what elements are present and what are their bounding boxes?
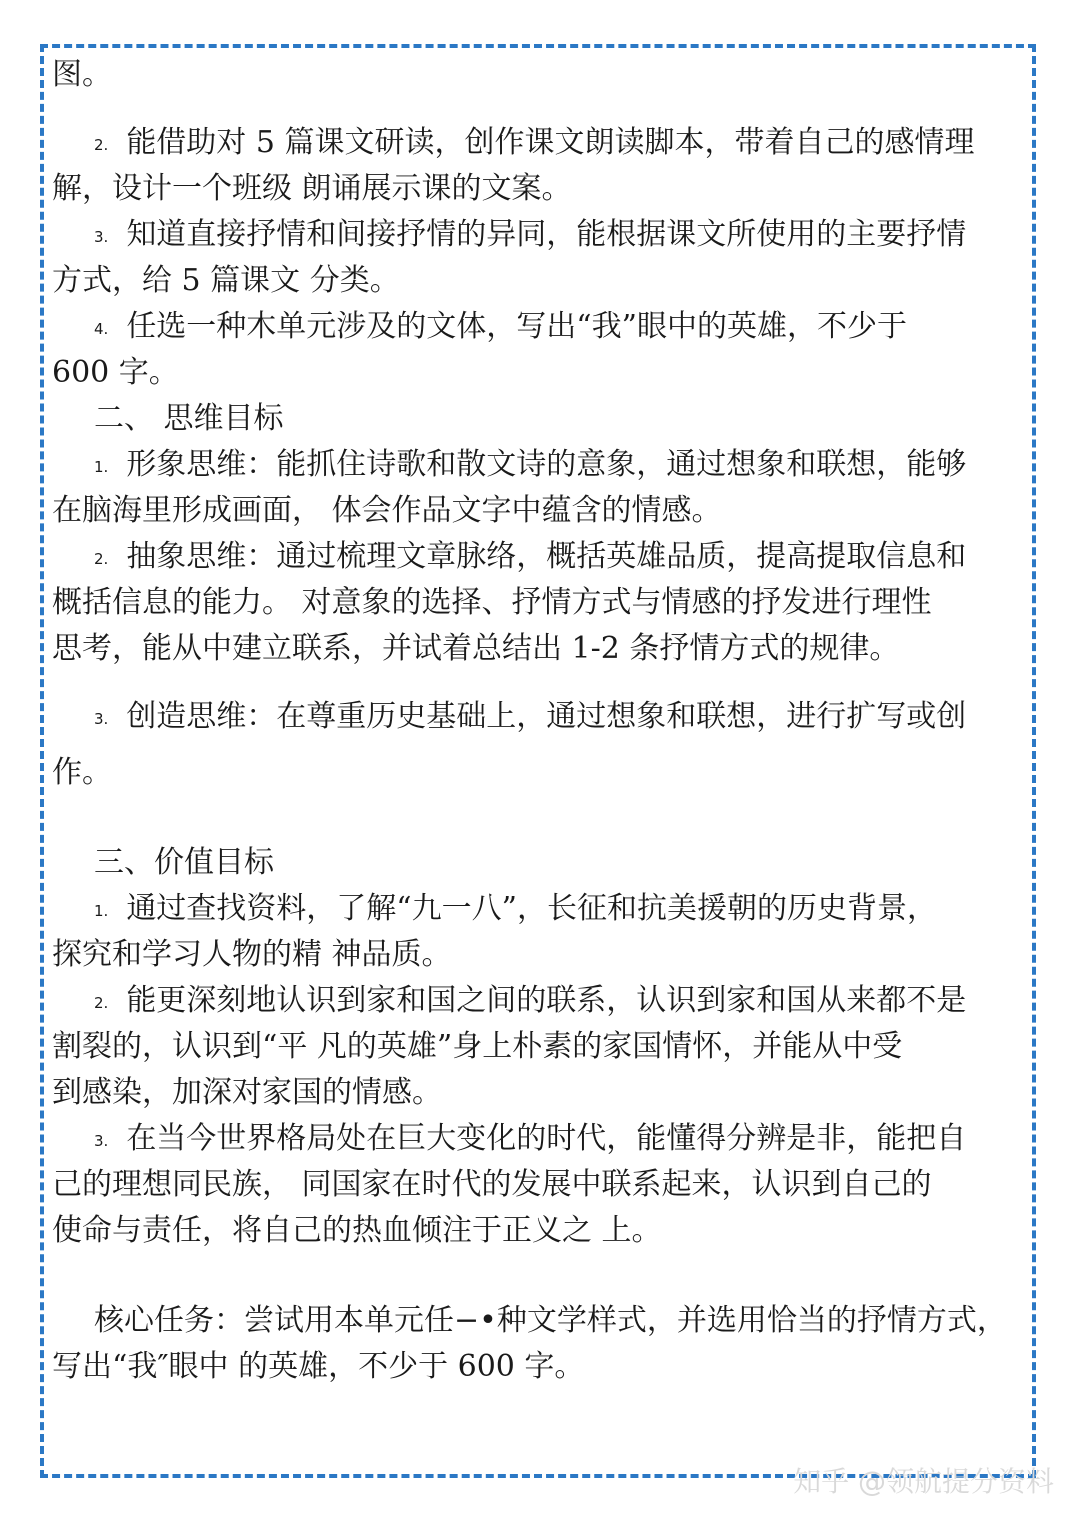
- text-line: 图。: [52, 57, 112, 92]
- list-item: [52, 120, 1032, 166]
- text-line: 600 字。: [52, 355, 179, 390]
- text-line: 方式，给 5 篇课文 分类。: [52, 263, 400, 298]
- item-text: 在当今世界格局处在巨大变化的时代，能懂得分辨是非，能把自: [126, 1121, 967, 1156]
- watermark: 知乎 @领航提分资料: [793, 1465, 1054, 1498]
- list-item: [52, 978, 1032, 1024]
- item-number: 3.: [94, 1132, 109, 1150]
- item-text: 能借助对 5 篇课文研读，创作课文朗读脚本，带着自己的感情理: [126, 125, 975, 160]
- list-item: [52, 212, 1032, 258]
- list-item: [52, 534, 1032, 580]
- list-item: [52, 694, 1032, 740]
- text-line: 己的理想同民族， 同国家在时代的发展中联系起来，认识到自己的: [52, 1167, 932, 1202]
- item-text: 创造思维：在尊重历史基础上，通过想象和联想，进行扩写或创: [126, 699, 967, 734]
- item-text: 抽象思维：通过梳理文章脉络，概括英雄品质，提高提取信息和: [126, 539, 967, 574]
- item-number: 2.: [94, 994, 109, 1012]
- item-number: 3.: [94, 710, 109, 728]
- item-number: 4.: [94, 320, 109, 338]
- item-number: 2.: [94, 550, 109, 568]
- section-heading: 三、价值目标: [94, 845, 274, 880]
- item-text: 任选一种木单元涉及的文体，写出“我”眼中的英雄，不少于: [126, 309, 907, 344]
- item-text: 知道直接抒情和间接抒情的异同，能根据课文所使用的主要抒情: [126, 217, 967, 252]
- item-text: 通过查找资料，了解“九一八”，长征和抗美援朝的历史背景，: [126, 891, 937, 926]
- core-task-text: 核心任务：尝试用本单元任−•种文学样式，并选用恰当的抒情方式，: [94, 1303, 1007, 1338]
- text-line: 思考，能从中建立联系，并试着总结出 1-2 条抒情方式的规律。: [52, 631, 900, 666]
- text-line: 到感染，加深对家国的情感。: [52, 1075, 442, 1110]
- item-number: 2.: [94, 136, 109, 154]
- item-text: 能更深刻地认识到家和国之间的联系，认识到家和国从来都不是: [126, 983, 967, 1018]
- text-line: 使命与责任，将自己的热血倾注于正义之 上。: [52, 1213, 662, 1248]
- list-item: [52, 304, 1032, 350]
- text-line: 解，设计一个班级 朗诵展示课的文案。: [52, 171, 572, 206]
- item-number: 3.: [94, 228, 109, 246]
- item-number: 1.: [94, 902, 109, 920]
- text-line: 探究和学习人物的精 神品质。: [52, 937, 452, 972]
- item-number: 1.: [94, 458, 109, 476]
- item-text: 形象思维：能抓住诗歌和散文诗的意象，通过想象和联想，能够: [126, 447, 967, 482]
- list-item: [52, 442, 1032, 488]
- list-item: [52, 1116, 1032, 1162]
- text-line: 概括信息的能力。 对意象的选择、抒情方式与情感的抒发进行理性: [52, 585, 932, 620]
- document-body: [52, 52, 1032, 1390]
- text-line: 割裂的，认识到“平 凡的英雄”身上朴素的家国情怀，并能从中受: [52, 1029, 903, 1064]
- text-line: 在脑海里形成画面， 体会作品文字中蕴含的情感。: [52, 493, 722, 528]
- list-item: [52, 886, 1032, 932]
- text-line: 写出“我″眼中 的英雄，不少于 600 字。: [52, 1349, 585, 1384]
- section-heading: 二、 思维目标: [94, 401, 284, 436]
- text-line: 作。: [52, 755, 112, 790]
